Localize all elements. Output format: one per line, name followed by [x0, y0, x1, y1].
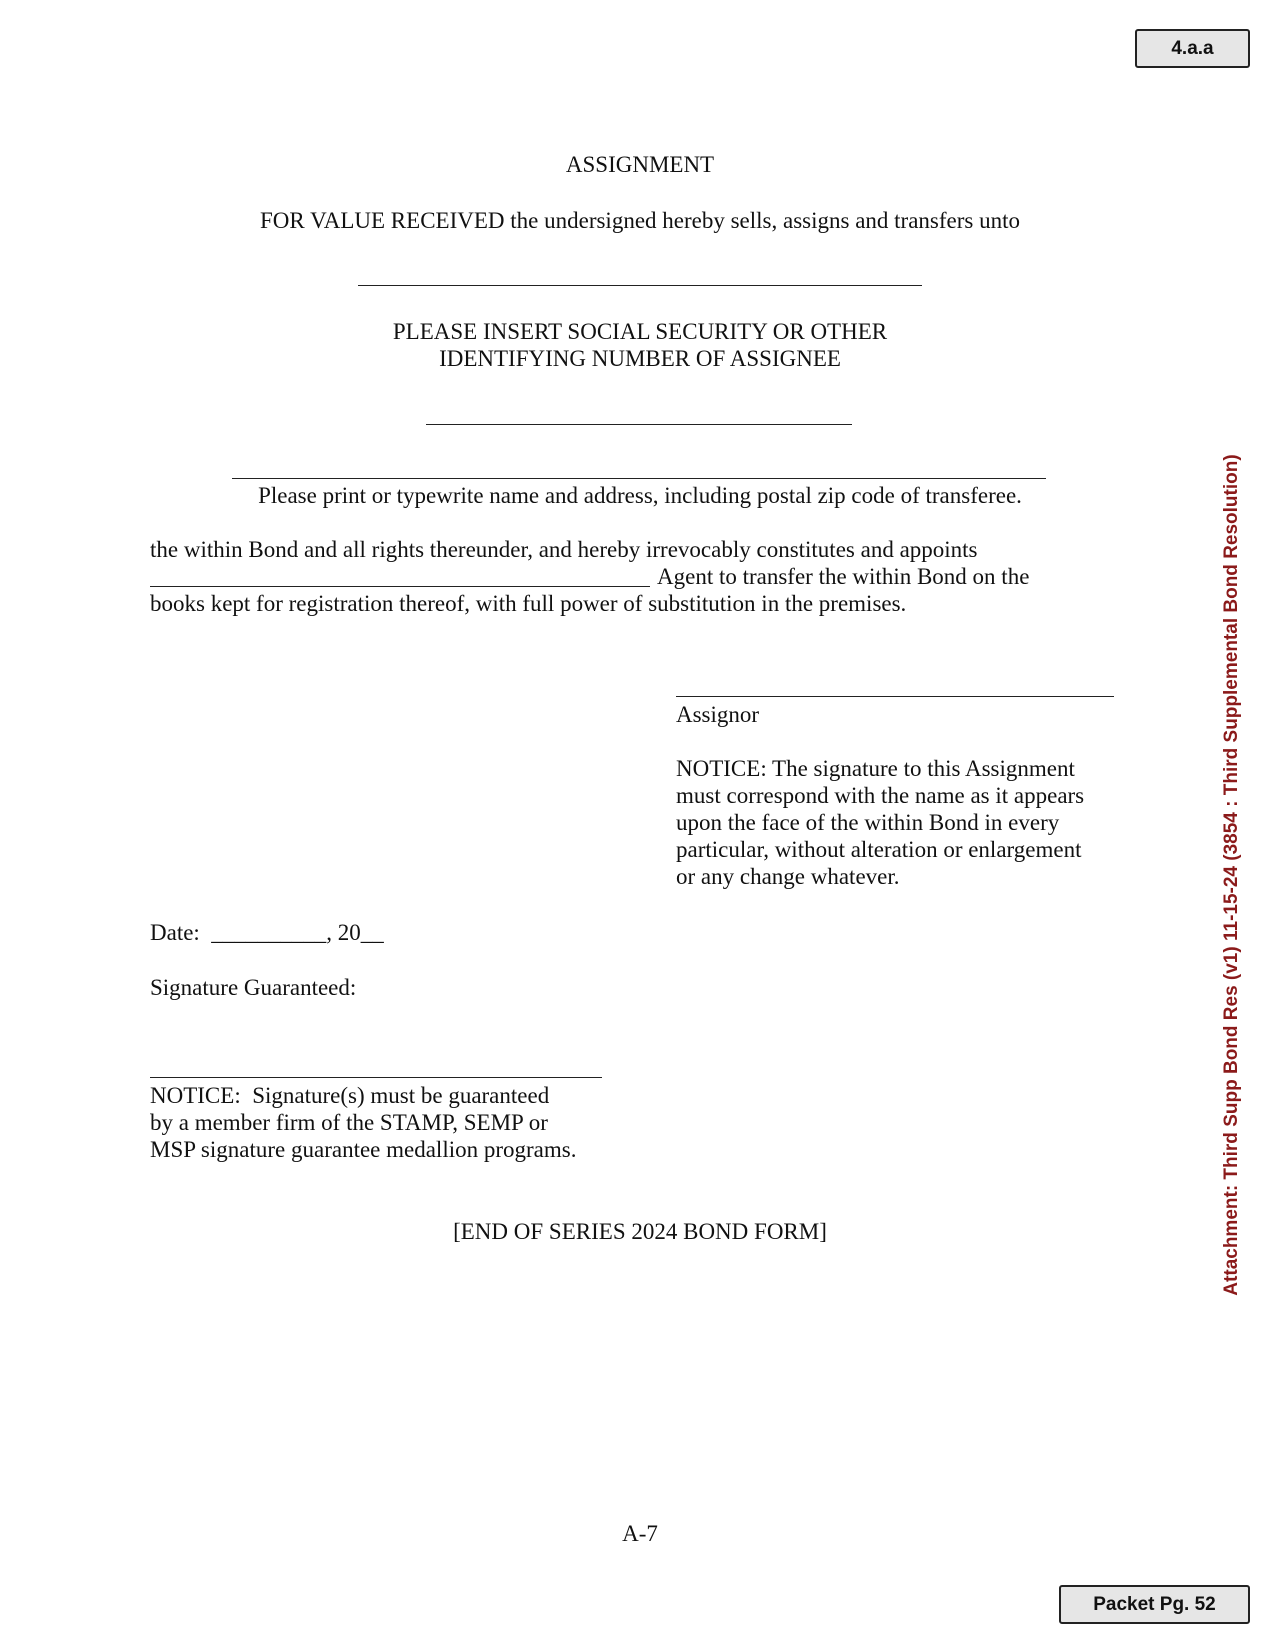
- insert-ssn-line-2: IDENTIFYING NUMBER OF ASSIGNEE: [439, 346, 841, 371]
- assignee-blank-line: [358, 285, 922, 286]
- guarantor-signature-line: [150, 1077, 602, 1078]
- rights-paragraph-line-2: Agent to transfer the within Bond on the: [657, 564, 1030, 589]
- document-title: ASSIGNMENT: [565, 152, 715, 177]
- insert-ssn-line-1: PLEASE INSERT SOCIAL SECURITY OR OTHER: [392, 319, 888, 344]
- rights-paragraph-line-3: books kept for registration thereof, with full power of substitution in the premises.: [150, 591, 907, 616]
- assignor-notice-line-3: upon the face of the within Bond in every: [676, 810, 1060, 835]
- signature-guaranteed-label: Signature Guaranteed:: [150, 975, 357, 1000]
- assignor-notice-line-1: NOTICE: The signature to this Assignment: [676, 756, 1075, 781]
- end-of-form: [END OF SERIES 2024 BOND FORM]: [453, 1219, 827, 1244]
- assignor-notice-line-5: or any change whatever.: [676, 864, 900, 889]
- guarantee-notice-line-1: NOTICE: Signature(s) must be guaranteed: [150, 1083, 550, 1108]
- transferee-blank-line: [232, 478, 1046, 479]
- print-name-note: Please print or typewrite name and address, including postal zip code of transferee.: [258, 483, 1022, 508]
- attachment-side-label: Attachment: Third Supp Bond Res (v1) 11-15-24 (3854 : Third Supplemental Bond Resolution): [1221, 454, 1242, 1296]
- header-badge: 4.a.a: [1135, 29, 1250, 68]
- for-value-line: FOR VALUE RECEIVED the undersigned hereby sells, assigns and transfers unto: [260, 208, 1020, 233]
- assignor-notice-line-2: must correspond with the name as it appears: [676, 783, 1085, 808]
- ssn-blank-line: [426, 424, 852, 425]
- page-number: A-7: [622, 1521, 658, 1546]
- guarantee-notice-line-3: MSP signature guarantee medallion programs.: [150, 1137, 577, 1162]
- assignor-signature-line: [676, 696, 1114, 697]
- assignor-notice-line-4: particular, without alteration or enlargement: [676, 837, 1082, 862]
- agent-blank-line: [150, 586, 650, 587]
- date-line: Date: __________, 20__: [150, 920, 384, 945]
- assignor-label: Assignor: [676, 702, 760, 727]
- guarantee-notice-line-2: by a member firm of the STAMP, SEMP or: [150, 1110, 548, 1135]
- packet-page-badge: Packet Pg. 52: [1059, 1585, 1250, 1624]
- rights-paragraph-line-1: the within Bond and all rights thereunder, and hereby irrevocably constitutes and appoints: [150, 537, 978, 562]
